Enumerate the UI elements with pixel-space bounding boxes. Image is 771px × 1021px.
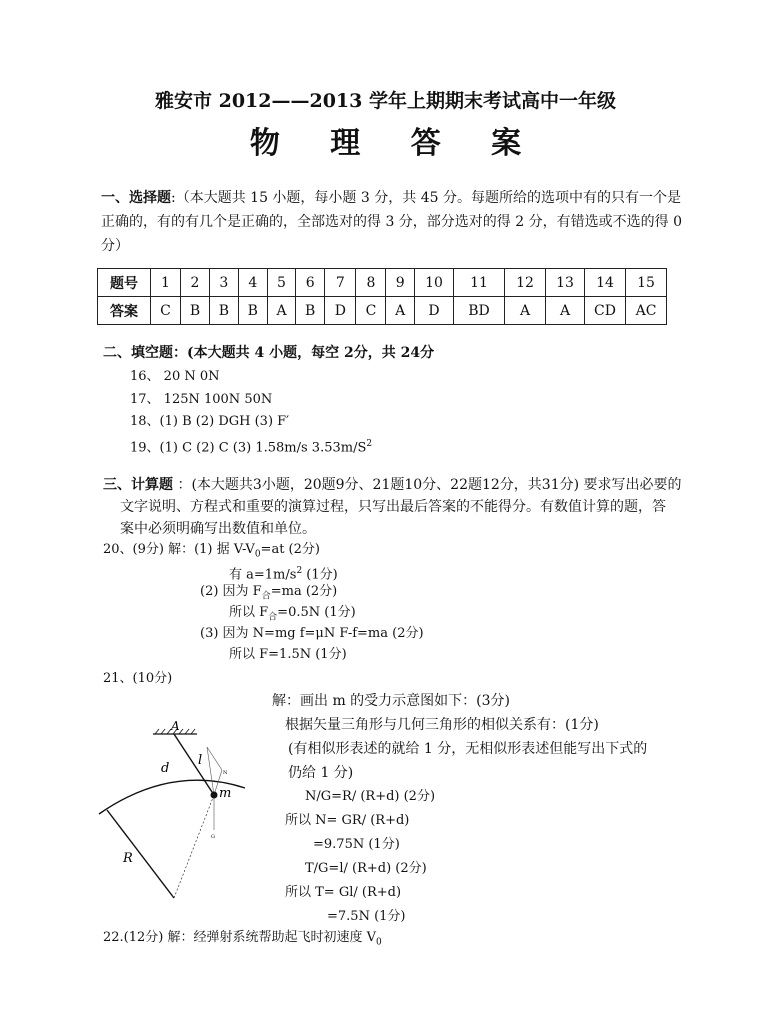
q20-line2-a: 有 a=1m/s xyxy=(229,567,297,583)
q20-line2-sup: 2 xyxy=(296,566,303,576)
page-subtitle: 物 理 答 案 xyxy=(249,126,542,161)
label-d: d xyxy=(161,761,170,776)
q20-line1-b: =at (2分) xyxy=(260,542,320,557)
section3-line3: 案中必须明确写出数值和单位。 xyxy=(120,521,316,537)
radius-line xyxy=(107,810,174,898)
q21-heading: 21、(10分) xyxy=(103,671,173,686)
answer-q18: 18、(1) B (2) DGH (3) F′ xyxy=(130,414,290,429)
label-l: l xyxy=(198,753,203,768)
q22-text: 22.(12分) 解：经弹射系统帮助起飞时初速度 V xyxy=(103,930,377,945)
section3-text1: ：(本大题共3小题，20题9分、21题10分、22题12分，共31分) 要求写出必要的 xyxy=(173,477,682,493)
table-cell-answer: A xyxy=(267,297,295,325)
table-cell-answer: D xyxy=(325,297,356,325)
section1-line3: 分） xyxy=(101,238,129,254)
table-cell-number: 11 xyxy=(454,269,505,297)
q20-line3-sub: 合 xyxy=(261,591,271,602)
q20-line3-b: =ma (2分) xyxy=(270,584,338,599)
q21-line7: =9.75N (1分) xyxy=(313,837,400,852)
table-cell-number: 9 xyxy=(386,269,415,297)
q20-line6: 所以 F=1.5N (1分) xyxy=(229,647,347,662)
q20-line2-b: (1分) xyxy=(302,567,338,583)
tension-vector xyxy=(207,747,214,795)
q21-line1: 解：画出 m 的受力示意图如下：(3分) xyxy=(272,693,511,709)
table-cell-answer: CD xyxy=(585,297,626,325)
table-cell-number: 2 xyxy=(181,269,210,297)
page-title: 雅安市 2012——2013 学年上期期末考试高中一年级 xyxy=(155,90,616,112)
table-row-answers xyxy=(98,297,667,325)
q20-line5: (3) 因为 N=mg f=μN F-f=ma (2分) xyxy=(200,626,424,641)
table-cell-number: 8 xyxy=(356,269,386,297)
table-cell-number: 15 xyxy=(626,269,667,297)
q20-line4-sub: 合 xyxy=(268,612,278,623)
section3-heading: 三、计算题 xyxy=(103,477,173,493)
section3-line1 xyxy=(103,475,682,495)
table-cell-number: 3 xyxy=(209,269,238,297)
table-cell-number: 14 xyxy=(585,269,626,297)
table-cell-answer: BD xyxy=(454,297,505,325)
radius-to-mass xyxy=(174,795,214,898)
table-cell-answer: B xyxy=(181,297,210,325)
q21-line6: 所以 N= GR/ (R+d) xyxy=(285,813,410,828)
answer-q17: 17、 125N 100N 50N xyxy=(130,392,273,407)
table-cell-number: 6 xyxy=(296,269,325,297)
q21-line10: =7.5N (1分) xyxy=(327,909,406,924)
table-cell-answer: A xyxy=(505,297,546,325)
answer-q19-text: 19、(1) C (2) C (3) 1.58m/s 3.53m/S xyxy=(130,440,367,456)
q21-line5: N/G=R/ (R+d) (2分) xyxy=(305,789,436,804)
q21-line9: 所以 T= Gl/ (R+d) xyxy=(285,885,402,900)
table-cell-answer: A xyxy=(546,297,585,325)
table-cell-number: 12 xyxy=(505,269,546,297)
table-cell-number: 5 xyxy=(267,269,295,297)
table-cell-number: 4 xyxy=(238,269,267,297)
label-N: N xyxy=(223,770,228,776)
q20-line4-b: =0.5N (1分) xyxy=(277,605,356,620)
table-cell-number: 1 xyxy=(151,269,181,297)
q22-sub: 0 xyxy=(376,937,382,948)
force-diagram xyxy=(95,718,255,908)
q20-line3-a: (2) 因为 F xyxy=(200,584,262,599)
table-header-answer: 答案 xyxy=(98,297,151,325)
answer-table xyxy=(97,268,667,325)
q21-line2: 根据矢量三角形与几何三角形的相似关系有：(1分) xyxy=(285,717,599,733)
section2-heading: 二、填空题： xyxy=(103,345,187,361)
label-R: R xyxy=(123,851,133,866)
q21-line4: 仍给 1 分) xyxy=(288,765,354,781)
section3-line2: 文字说明、方程式和重要的演算过程，只写出最后答案的不能得分。有数值计算的题，答 xyxy=(120,499,666,515)
table-cell-answer: B xyxy=(296,297,325,325)
label-m: m xyxy=(219,786,232,801)
table-cell-answer: C xyxy=(151,297,181,325)
answer-q19 xyxy=(130,434,372,458)
table-cell-answer: B xyxy=(238,297,267,325)
label-G: G xyxy=(211,834,215,840)
table-cell-answer: A xyxy=(386,297,415,325)
answer-q16: 16、 20 N 0N xyxy=(130,369,220,384)
mass-dot xyxy=(211,792,218,799)
table-cell-answer: B xyxy=(209,297,238,325)
q21-line8: T/G=l/ (R+d) (2分) xyxy=(305,861,427,876)
answer-q19-sup: 2 xyxy=(366,439,373,449)
table-cell-number: 7 xyxy=(325,269,356,297)
section1-heading: 一、选择题 xyxy=(101,190,171,206)
table-cell-number: 13 xyxy=(546,269,585,297)
table-cell-answer: D xyxy=(415,297,454,325)
section1-text1: :（本大题共 15 小题，每小题 3 分，共 45 分。每题所给的选项中有的只有一个是 xyxy=(171,190,681,206)
table-row-numbers xyxy=(98,269,667,297)
string-line xyxy=(174,734,214,795)
q20-line4-a: 所以 F xyxy=(229,605,269,620)
q21-line3: (有相似形表述的就给 1 分，无相似形表述但能写出下式的 xyxy=(288,741,648,757)
section1-line2: 正确的，有的有几个是正确的，全部选对的得 3 分，部分选对的得 2 分，有错选或不选的得 0 xyxy=(101,214,682,230)
section2-desc: (本大题共 4 小题，每空 2分，共 24分 xyxy=(187,345,435,361)
table-cell-answer: C xyxy=(356,297,386,325)
normal-vector xyxy=(207,747,222,770)
section1-line1 xyxy=(101,188,681,208)
section2-line xyxy=(103,343,434,363)
q22-line xyxy=(103,928,382,953)
q20-line1-a: 20、(9分) 解：(1) 据 V-V xyxy=(103,542,255,557)
table-cell-number: 10 xyxy=(415,269,454,297)
q20-line1-sub: 0 xyxy=(254,549,261,560)
table-header-number: 题号 xyxy=(98,269,151,297)
label-A: A xyxy=(171,719,180,733)
table-cell-answer: AC xyxy=(626,297,667,325)
